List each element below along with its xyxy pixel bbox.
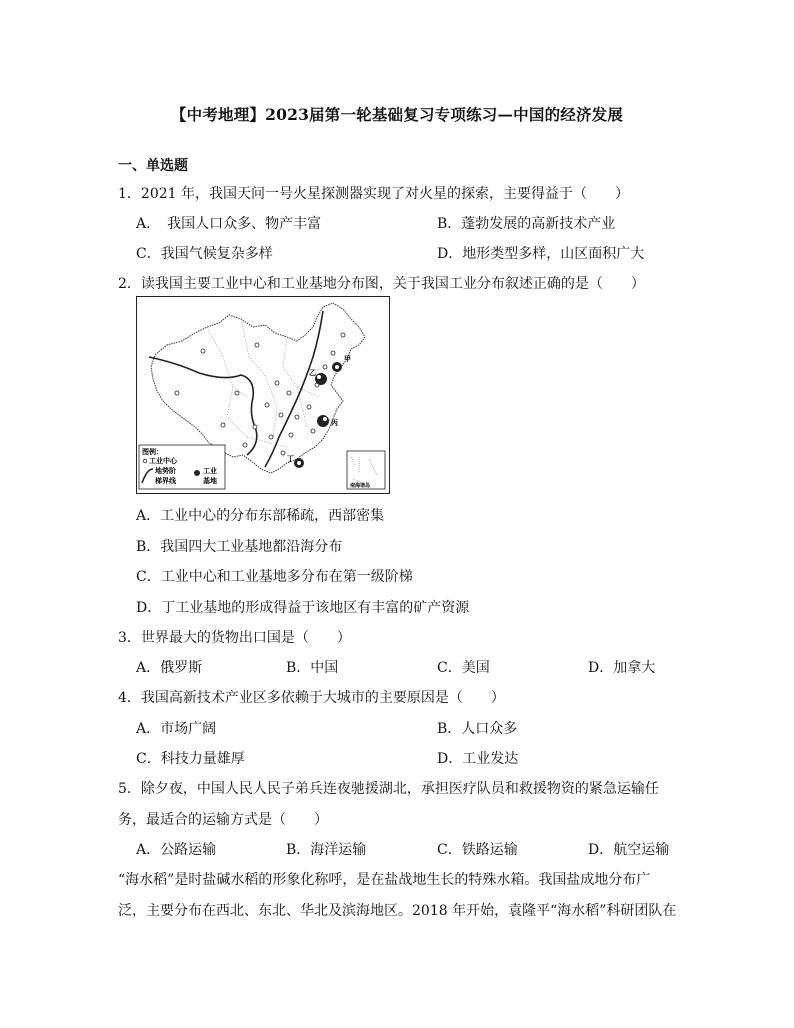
label-ding: 丁: [287, 455, 294, 463]
legend-base-label-2: 基地: [203, 477, 217, 485]
question-2-option-a: A．工业中心的分布东部稀疏，西部密集: [136, 508, 385, 524]
question-3-option-b: B．中国: [286, 660, 339, 676]
industrial-base-yi-marker: [315, 373, 327, 385]
question-5-stem-line-2: 务，最适合的运输方式是（ ）: [118, 812, 328, 828]
question-4-option-a: A．市场广阔: [136, 721, 217, 737]
question-4-stem: 4．我国高新技术产业区多依赖于大城市的主要原因是（ ）: [118, 690, 505, 706]
industrial-base-ding-marker: [294, 458, 304, 468]
question-3-option-a: A．俄罗斯: [136, 660, 203, 676]
question-4-option-c: C．科技力量雄厚: [136, 751, 245, 767]
legend-title: 图例：: [142, 448, 163, 456]
question-2-option-b: B．我国四大工业基地都沿海分布: [136, 539, 343, 555]
question-1-option-a: A． 我国人口众多、物产丰富: [136, 216, 322, 232]
question-4-option-d: D．工业发达: [437, 751, 519, 767]
question-3-option-c: C．美国: [437, 660, 490, 676]
legend-line-label-1: 地势阶: [155, 467, 176, 475]
question-2-stem: 2．读我国主要工业中心和工业基地分布图，关于我国工业分布叙述正确的是（ ）: [118, 276, 645, 292]
passage-line-2: 泛，主要分布在西北、东北、华北及滨海地区。2018 年开始，袁隆平“海水稻”科研团队在: [118, 903, 677, 919]
page-title: 【中考地理】2023届第一轮基础复习专项练习—中国的经济发展: [170, 105, 624, 124]
china-outline-map: [137, 297, 388, 492]
legend-line-label-2: 梯界线: [155, 477, 176, 485]
question-3-option-d: D．加拿大: [588, 660, 656, 676]
legend-base-label-1: 工业: [203, 467, 217, 475]
legend-center-icon: [143, 459, 147, 463]
label-yi: 乙: [309, 369, 316, 377]
question-3-stem: 3．世界最大的货物出口国是（ ）: [118, 630, 351, 646]
question-1-option-d: D．地形类型多样，山区面积广大: [437, 246, 645, 262]
question-5-option-d: D．航空运输: [588, 842, 670, 858]
legend-center-label: 工业中心: [149, 457, 177, 465]
question-2-option-d: D．丁工业基地的形成得益于该地区有丰富的矿产资源: [136, 600, 470, 616]
question-5-option-b: B．海洋运输: [286, 842, 367, 858]
question-4-option-b: B．人口众多: [437, 721, 518, 737]
question-5-option-c: C．铁路运输: [437, 842, 518, 858]
industrial-base-bing-marker: [317, 415, 329, 427]
section-heading: 一、单选题: [118, 158, 188, 174]
question-1-stem: 1．2021 年，我国天问一号火星探测器实现了对火星的探索，主要得益于（ ）: [118, 186, 629, 202]
passage-line-1: “海水稻”是时盐碱水稻的形象化称呼，是在盐战地生长的特殊水箱。我国盐成地分布广: [118, 872, 651, 888]
question-2-option-c: C．工业中心和工业基地多分布在第一级阶梯: [136, 569, 413, 585]
industrial-base-jia-marker: [332, 362, 342, 372]
question-5-option-a: A．公路运输: [136, 842, 217, 858]
label-jia: 甲: [344, 355, 351, 363]
question-5-stem-line-1: 5．除夕夜，中国人民人民子弟兵连夜驰援湖北，承担医疗队员和救援物资的紧急运输任: [118, 781, 659, 797]
question-1-option-c: C．我国气候复杂多样: [136, 246, 273, 262]
legend-base-icon: [194, 470, 200, 476]
industry-map: [136, 296, 390, 494]
label-bing: 丙: [331, 419, 338, 427]
question-1-option-b: B．蓬勃发展的高新技术产业: [437, 216, 616, 232]
inset-label: 南海诸岛: [350, 483, 371, 489]
